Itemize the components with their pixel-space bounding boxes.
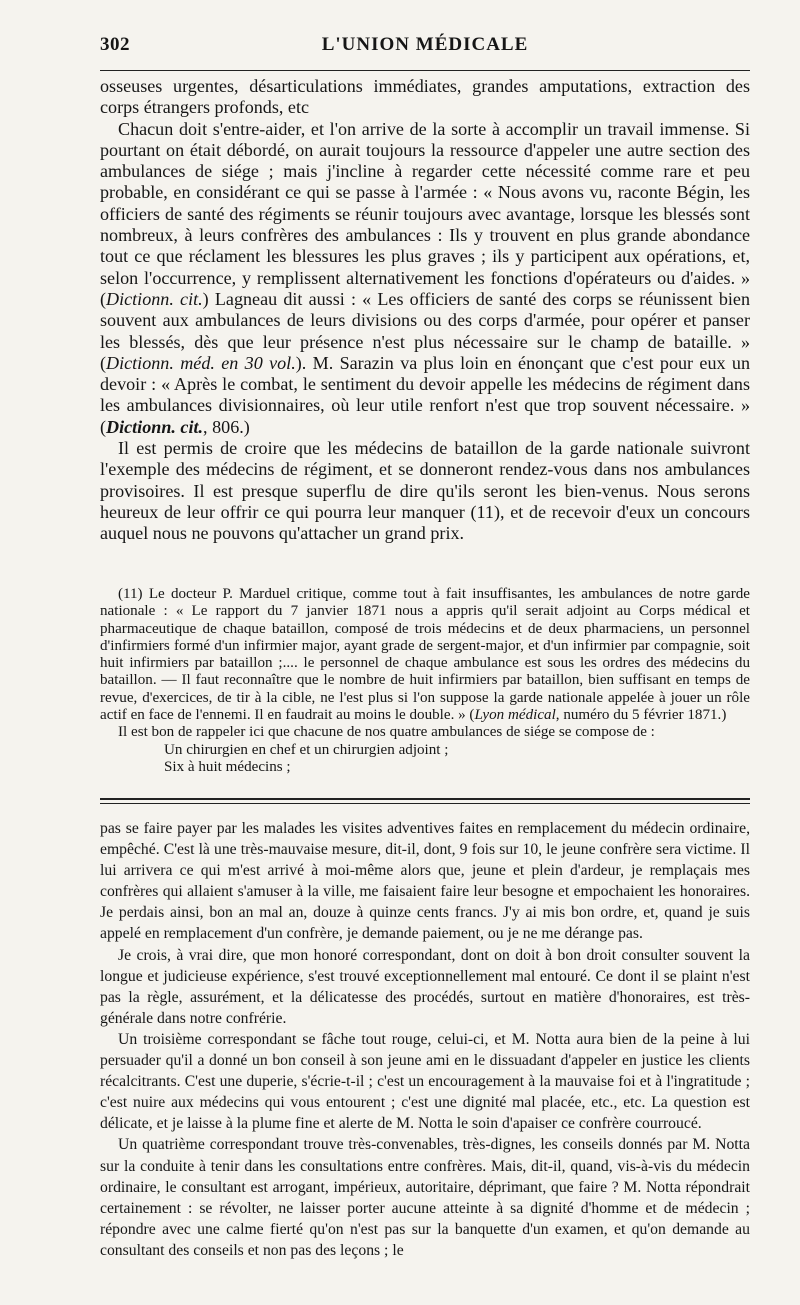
paragraph: Un quatrième correspondant trouve très-convenables, très-dignes, les conseils donnés par M. Notta sur la conduite à tenir dans les consultations entre confrères. Mais, dit-il, quand, vis-à-vis du médecin ordinaire, le consultant est arrogant, impérieux, autoritaire, déprimant, que faire ? M. Notta répondrait certainement : se révolter, ne laisser porter aucune atteinte à sa dignité d'homme et de médecin ; répondre avec une calme fierté qu'on n'est pas sur la banquette d'un examen, et qu'on demande au consultant des conseils et non pas des leçons ; le <box>100 1136 750 1259</box>
paragraph <box>100 119 750 438</box>
header-rule <box>100 70 750 71</box>
text-run: ) Lagneau dit aussi : « Les officiers de santé des corps se réunissent bien souvent aux ambulances de leurs divisions ou des corps d'armée, pour opérer et panser les blessés, dès que leur présence n'est plus nécessaire sur le champ de bataille. » ( <box>100 288 750 373</box>
paragraph: pas se faire payer par les malades les visites adventives faites en remplacement du médecin ordinaire, empêché. C'est là une très-mauvaise mesure, dit-il, dont, 9 fois sur 10, le jeune confrère sera victime. Il lui arrivera ce qui m'est arrivé à moi-même alors que, jeune et plein d'ardeur, je remplaçais mes confrères qui allaient s'amuser à la ville, me faisaient faire leur besogne et empochaient les honoraires. Je perdais ainsi, bon an mal an, douze à quinze cents francs. J'y ai mis bon ordre, et, quand je suis appelé en remplacement d'un confrère, je demande paiement, ou je ne me dérange pas. <box>100 820 750 943</box>
feuilleton-divider <box>100 798 750 807</box>
paragraph: osseuses urgentes, désarticulations immédiates, grandes amputations, extraction des corps étrangers profonds, etc <box>100 76 750 118</box>
footnote-reference: (11) <box>470 501 500 522</box>
citation: Dictionn. cit. <box>106 288 203 309</box>
footnote-block <box>100 586 750 776</box>
text-run: , et de recevoir d'eux un concours auquel nous ne pouvons qu'attacher un grand prix. <box>100 501 750 544</box>
footnote-list-item: Six à huit médecins ; <box>164 758 291 775</box>
running-title: L'UNION MÉDICALE <box>321 34 529 55</box>
paragraph: Je crois, à vrai dire, que mon honoré correspondant, dont on doit à bon droit consulter souvent la longue et judicieuse expérience, s'est trouvé exceptionnellement mal entouré. Ce dont il se plaint n'est pas la règle, assurément, et la délicatesse des procédés, surtout en matière d'honoraires, est très-générale dans notre confrérie. <box>100 946 750 1027</box>
citation: Lyon médical <box>474 707 556 724</box>
page-header <box>100 34 750 64</box>
divider-line <box>100 798 750 800</box>
text-run: (11) Le docteur P. Marduel critique, comme tout à fait insuffisantes, les ambulances de notre garde nationale : « Le rapport du 7 janvier 1871 nous a appris qu'il serait adjoint au Corps médical et pharmaceutique de chaque bataillon, composé de trois médecins et de deux pharmaciens, un personnel d'infirmiers formé d'un infirmier major, ayant grade de sergent-major, et d'un infirmier par compagnie, soit huit infirmiers par bataillon ;.... le personnel de chaque ambulance est sous les ordres des médecins du bataillon. — Il faut reconnaître que le nombre de huit infirmiers par bataillon, bien suffisant en temps de revue, d'exercices, de tir à la cible, ne l'est plus si l'on suppose la garde nationale appelée à jouer un rôle actif en face de l'ennemi. Il en faudrait au moins le double. » ( <box>100 586 750 724</box>
footnote <box>100 586 750 724</box>
main-text <box>100 76 750 545</box>
page-number: 302 <box>100 34 130 55</box>
text-run: Chacun doit s'entre-aider, et l'on arrive de la sorte à accomplir un travail immense. Si pourtant on était débordé, on aurait toujours la ressource d'appeler une autre section des ambulances de siége ; mais j'incline à regarder cette nécessité comme rare et peu probable, en considérant ce qui se passe à l'armée : « Nous avons vu, raconte Bégin, les officiers de santé des régiments se réunir toujours avec avantage, lorsque les blessés sont nombreux, à leurs confrères des ambulances : Ils y trouvent en plus grande abondance tout ce que réclament les blessures les plus graves ; ils y participent aux opérations, et, selon l'occurrence, y remplissent alternativement les fonctions d'opérateurs ou d'aides. » ( <box>100 118 750 309</box>
divider-line <box>100 803 750 804</box>
feuilleton-text <box>100 818 750 1261</box>
citation: Dictionn. méd. en 30 vol. <box>106 352 296 373</box>
text-run: , 806.) <box>203 416 250 437</box>
text-run: Il est permis de croire que les médecins de bataillon de la garde nationale suivront l'exemple des médecins de régiment, et se donneront rendez-vous dans nos ambulances provisoires. Il est presque superflu de dire qu'ils seront les bien-venus. Nous serons heureux de leur offrir ce qui pourra leur manquer <box>100 438 750 522</box>
footnote-paragraph: Il est bon de rappeler ici que chacune de nos quatre ambulances de siége se compose de : <box>118 724 655 741</box>
text-run: , numéro du 5 février 1871.) <box>555 707 727 724</box>
paragraph: Un troisième correspondant se fâche tout rouge, celui-ci, et M. Notta aura bien de la peine à lui persuader qu'il a donné un bon conseil à son jeune ami en le dissuadant d'appeler en justice les clients récalcitrants. C'est une duperie, s'écrie-t-il ; c'est un encouragement à la mauvaise foi et à l'ingratitude ; c'est nuire aux médecins qui vous entourent ; c'est une dignité mal placée, etc., etc. La question est délicate, et je laisse à la plume fine et alerte de M. Notta le soin d'apaiser ce confrère courroucé. <box>100 1030 750 1133</box>
footnote-list-item: Un chirurgien en chef et un chirurgien adjoint ; <box>164 741 449 758</box>
text-run: ). M. Sarazin va plus loin en énonçant que c'est pour eux un devoir : « Après le combat, le sentiment du devoir appelle les médecins de régiment dans les ambulances divisionnaires, où leur utile renfort n'est que trop souvent nécessaire. » ( <box>100 352 750 437</box>
paragraph <box>100 438 750 544</box>
citation: Dictionn. cit. <box>106 416 204 437</box>
